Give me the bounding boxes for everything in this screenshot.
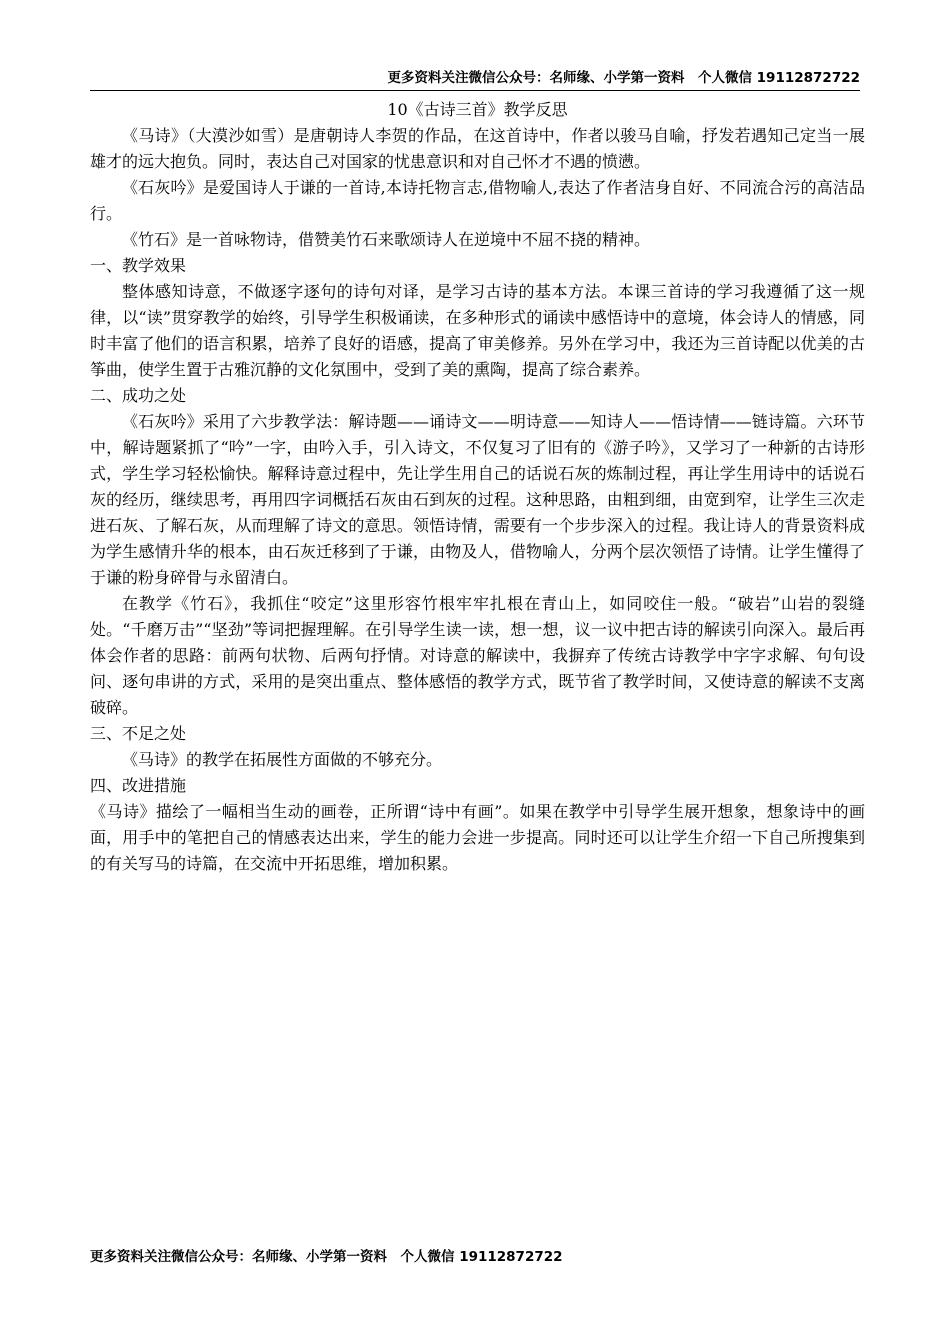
document-title: 10《古诗三首》教学反思 — [387, 100, 568, 119]
section-heading-successes: 二、成功之处 — [90, 386, 187, 405]
section-heading-improvements: 四、改进措施 — [90, 776, 187, 795]
section-paragraph: 《马诗》描绘了一幅相当生动的画卷，正所谓“诗中有画”。如果在教学中引导学生展开想象，想象诗中的画面，用手中的笔把自己的情感表达出来，学生的能力会进一步提高。同时还可以让学生介绍一下自己所搜集到的有关写马的诗篇，在交流中开拓思维，增加积累。 — [90, 802, 865, 873]
section-paragraph: 《石灰吟》采用了六步教学法：解诗题——诵诗文——明诗意——知诗人——悟诗情——链诗篇。六环节中，解诗题紧抓了“吟”一字，由吟入手，引入诗文，不仅复习了旧有的《游子吟》，又学习了一种新的古诗形式，学生学习轻松愉快。解释诗意过程中，先让学生用自己的话说石灰的炼制过程，再让学生用诗中的话说石灰的经历，继续思考，再用四字词概括石灰由石到灰的过程。这种思路，由粗到细，由宽到窄，让学生三次走进石灰、了解石灰，从而理解了诗文的意思。领悟诗情，需要有一个步步深入的过程。我让诗人的背景资料成为学生感情升华的根本，由石灰迁移到了于谦，由物及人，借物喻人，分两个层次领悟了诗情。让学生懂得了于谦的粉身碎骨与永留清白。 — [90, 412, 865, 587]
section-paragraph: 整体感知诗意，不做逐字逐句的诗句对译，是学习古诗的基本方法。本课三首诗的学习我遵循了这一规律，以“读”贯穿教学的始终，引导学生积极诵读，在多种形式的诵读中感悟诗中的意境，体会诗人的情感，同时丰富了他们的语言积累，培养了良好的语感，提高了审美修养。另外在学习中，我还为三首诗配以优美的古筝曲，使学生置于古雅沉静的文化氛围中，受到了美的熏陶，提高了综合素养。 — [90, 282, 865, 379]
section-paragraph: 《马诗》的教学在拓展性方面做的不够充分。 — [122, 750, 443, 769]
page-footer: 更多资料关注微信公众号：名师缘、小学第一资料 个人微信 19112872722 — [90, 1249, 563, 1265]
section-heading-teaching-effect: 一、教学效果 — [90, 256, 187, 275]
intro-paragraph-ma-shi: 《马诗》（大漠沙如雪）是唐朝诗人李贺的作品，在这首诗中，作者以骏马自喻，抒发若遇知己定当一展雄才的远大抱负。同时，表达自己对国家的忧患意识和对自己怀才不遇的愤懑。 — [90, 126, 865, 171]
intro-paragraph-zhu-shi: 《竹石》是一首咏物诗，借赞美竹石来歌颂诗人在逆境中不屈不挠的精神。 — [122, 230, 651, 249]
document-body — [90, 97, 865, 877]
section-paragraph: 在教学《竹石》，我抓住“咬定”这里形容竹根牢牢扎根在青山上，如同咬住一般。“破岩”山岩的裂缝处。“千磨万击”“坚劲”等词把握理解。在引导学生读一读，想一想，议一议中把古诗的解读引向深入。最后再体会作者的思路：前两句状物、后两句抒情。对诗意的解读中，我摒弃了传统古诗教学中字字求解、句句设问、逐句串讲的方式，采用的是突出重点、整体感悟的教学方式，既节省了教学时间，又使诗意的解读不支离破碎。 — [90, 594, 865, 717]
section-heading-shortcomings: 三、不足之处 — [90, 724, 187, 743]
page-header: 更多资料关注微信公众号：名师缘、小学第一资料 个人微信 19112872722 — [90, 68, 860, 91]
intro-paragraph-shi-hui-yin: 《石灰吟》是爱国诗人于谦的一首诗,本诗托物言志,借物喻人,表达了作者洁身自好、不同流合污的高洁品行。 — [90, 178, 865, 223]
